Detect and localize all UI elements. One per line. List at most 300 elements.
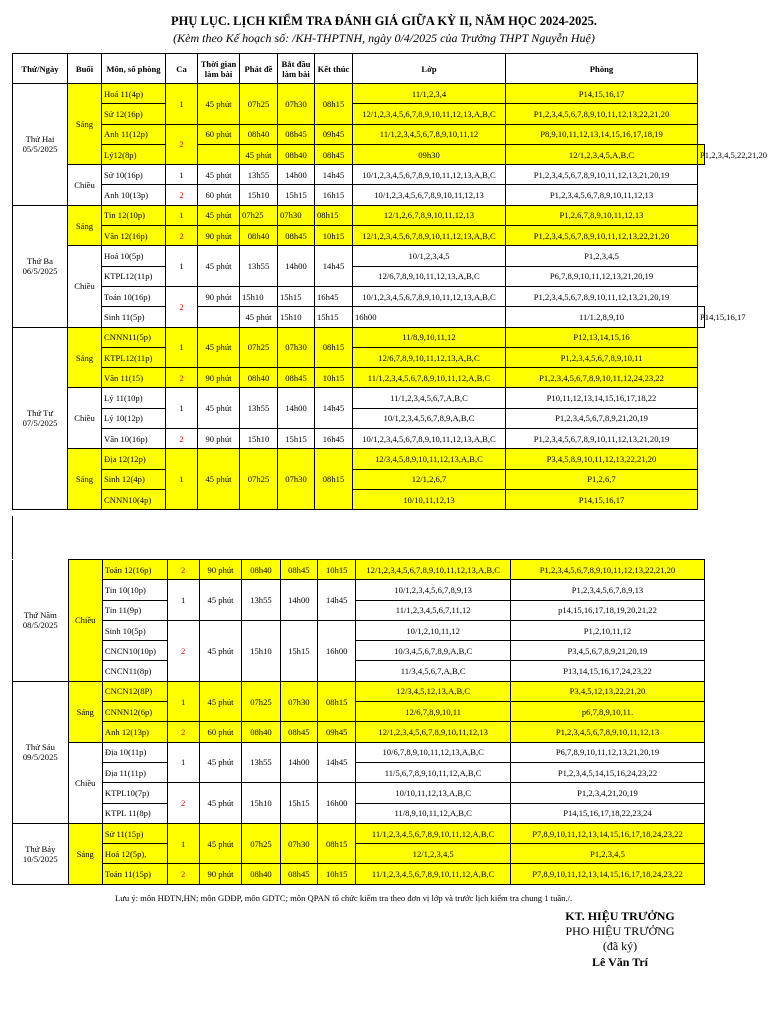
table-row [13,722,705,742]
rooms-cell: P1,2,3,4,5,6,7,8,9,10,11,12,13,21,20,19 [506,429,698,449]
table-row [13,124,705,144]
subject-cell: Sử 12(16p) [102,104,166,124]
classes-cell: 11/3,4,5,6,7,A,B,C [356,661,511,681]
subject-cell: Anh 11(12p) [102,124,166,144]
subject-cell: Sinh 11(5p) [102,307,166,327]
start-time-cell: 07h30 [280,681,317,722]
rooms-cell: P1,2,3,4,5,6,7,8,9,10,11,12,13 [510,722,704,742]
start-time-cell: 14h00 [278,388,315,429]
day-label: Thứ Sáu 09/5/2025 [22,742,58,763]
rooms-cell: p6,7,8,9,10,11. [510,702,704,722]
rooms-cell: P1,2,3,4,5,6,7,8,9,10,11,12,13,22,21,20 [506,226,698,246]
header-subject: Môn, số phòng [102,54,166,84]
rooms-cell: P8,9,10,11,12,13,14,15,16,17,18,19 [506,124,698,144]
classes-cell: 12/6,7,8,9,10,11,12,13,A,B,C [353,266,506,286]
end-time-cell: 16h45 [315,429,353,449]
table-row [13,84,705,104]
classes-cell: 10/1,2,3,4,5,6,7,8,9,10,11,12,13,A,B,C [353,165,506,185]
table-row [13,580,705,600]
schedule-table-part1 [12,53,768,510]
header-end: Kết thúc [315,54,353,84]
classes-cell: 11/1,2,3,4,5,6,7,8,9,10,11,12,A,B,C [356,823,511,843]
start-time-cell: 07h30 [278,84,315,125]
footnote: Lưu ý: môn HĐTN,HN; môn GDĐP, môn GDTC; môn QPAN tổ chức kiểm tra theo đơn vị lớp và trước lịch kiểm tra chung 1 tuần./. [115,893,573,903]
session-cell: Sáng [68,205,102,246]
duration-cell: 45 phút [240,307,278,327]
handout-time-cell: 07h25 [242,823,280,864]
document-title: PHỤ LỤC. LỊCH KIỂM TRA ĐÁNH GIÁ GIỮA KỲ II, NĂM HỌC 2024-2025. [170,14,598,28]
subject-cell: Địa 11(11p) [102,762,167,782]
subject-cell: Sinh 12(4p) [102,469,166,489]
session-cell: Chiều [68,560,102,682]
day-label: Thứ Bảy 10/5/2025 [22,843,58,864]
rooms-cell: P6,7,8,9,10,11,12,13,21,20,19 [510,742,704,762]
handout-time-cell: 15h10 [240,286,278,306]
handout-time-cell: 07h25 [240,449,278,510]
rooms-cell: P1,2,3,4,5,6,7,8,9,10,11,12,13,22,21,20 [510,560,704,580]
subject-cell: Lý 11(10p) [102,388,166,408]
day-label: Thứ Hai 05/5/2025 [22,134,58,155]
end-time-cell: 10h15 [315,368,353,388]
classes-cell: 10/10,11,12,13,A,B,C [356,783,511,803]
subject-cell: CNCN11(8p) [102,661,167,681]
classes-cell: 11/1,2,3,4,5,6,7,8,9,10,11,12,A,B,C [356,864,511,884]
rooms-cell: P12,13,14,15,16 [506,327,698,347]
duration-cell: 90 phút [199,560,241,580]
end-time-cell: 10h15 [315,226,353,246]
table-row [13,327,705,347]
start-time-cell: 15h15 [278,429,315,449]
day-cell [13,327,68,510]
subject-cell: Hoá 10(5p) [102,246,166,266]
rooms-cell: P1,2,3,4,5,6,7,8,9,10,11 [506,347,698,367]
end-time-cell: 14h45 [318,580,356,621]
session-cell: Sáng [68,449,102,510]
duration-cell: 90 phút [198,429,240,449]
header-duration: Thời gian làm bài [198,54,240,84]
rooms-cell: P1,2,3,4,5,6,7,8,9,10,11,12,13,21,20,19 [506,165,698,185]
classes-cell: 12/3,4,5,8,9,10,11,12,13,A,B,C [353,449,506,469]
start-time-cell: 15h15 [315,307,353,327]
rooms-cell: P6,7,8,9,10,11,12,13,21,20,19 [506,266,698,286]
shift-cell: 2 [166,429,198,449]
subject-cell: Toán 12(16p) [102,560,167,580]
start-time-cell: 08h45 [280,722,317,742]
table-row [13,489,705,509]
classes-cell: 12/1,2,3,4,5,6,7,8,9,10,11,12,13,A,B,C [353,226,506,246]
subject-cell: Tin 11(9p) [102,600,167,620]
classes-cell: 10/1,2,3,4,5,6,7,8,9,13 [356,580,511,600]
classes-cell: 10/1,2,10,11,12 [356,620,511,640]
shift-cell: 2 [166,185,198,205]
shift-cell: 1 [167,742,199,783]
rooms-cell: P1,2,3,4,5 [506,246,698,266]
subject-cell: Sử 11(15p) [102,823,167,843]
shift-cell: 1 [166,205,198,225]
end-time-cell: 09h45 [318,722,356,742]
classes-cell: 11/5,6,7,8,9,10,11,12,A,B,C [356,762,511,782]
subject-cell: Hoá 12(5p), [102,844,167,864]
table-row [13,702,705,722]
subject-cell: Sinh 10(5p) [102,620,167,640]
header-session: Buổi [68,54,102,84]
classes-cell: 10/1,2,3,4,5,6,7,8,9,10,11,12,13 [353,185,506,205]
schedule-body-part2 [13,560,705,885]
day-cell [13,84,68,206]
handout-time-cell: 08h40 [240,124,278,144]
classes-cell: 10/6,7,8,9,10,11,12,13,A,B,C [356,742,511,762]
shift-cell: 1 [166,388,198,429]
shift-cell: 1 [167,823,199,864]
shift-cell: 2 [167,783,199,824]
header-day: Thứ/Ngày [13,54,68,84]
classes-cell: 10/1,2,3,4,5,6,7,8,9,10,11,12,13,A,B,C [353,429,506,449]
start-time-cell: 07h30 [278,205,315,225]
table-row [13,600,705,620]
handout-time-cell: 13h55 [242,742,280,783]
subject-cell: CNCN12(8P) [102,681,167,701]
subject-cell: CNNN12(6p) [102,702,167,722]
header-classes: Lớp [353,54,506,84]
table-row [13,144,705,164]
table-row [13,762,705,782]
signature-signed: (đã ký) [602,939,638,953]
table-row [13,347,705,367]
duration-cell: 45 phút [199,681,241,722]
session-cell: Sáng [68,681,102,742]
table-row [13,388,705,408]
handout-time-cell: 13h55 [240,165,278,185]
table-row [13,661,705,681]
classes-cell: 12/1,2,3,4,5,6,7,8,9,10,11,12,13 [356,722,511,742]
start-time-cell: 08h45 [278,124,315,144]
header-shift: Ca [166,54,198,84]
start-time-cell: 15h15 [280,783,317,824]
duration-cell: 45 phút [198,246,240,287]
table-row [13,469,705,489]
subject-cell: Văn 12(16p) [102,226,166,246]
duration-cell: 45 phút [198,449,240,510]
table-row [13,844,705,864]
classes-cell: 10/1,2,3,4,5,6,7,8,9,A,B,C [353,408,506,428]
rooms-cell: P3,4,5,8,9,10,11,12,13,22,21,20 [506,449,698,469]
classes-cell: 11/1,2,3,4,5,6,7,11,12 [356,600,511,620]
end-time-cell: 14h45 [315,388,353,429]
rooms-cell: P1,2,6,7,8,9,10,11,12,13 [506,205,698,225]
session-cell: Sáng [68,327,102,388]
table-row [13,823,705,843]
session-cell: Chiều [68,742,102,823]
shift-cell [198,307,240,327]
table-row [13,165,705,185]
duration-cell: 90 phút [198,226,240,246]
handout-time-cell: 13h55 [240,388,278,429]
table-row [13,266,705,286]
signature-title: KT. HIỆU TRƯỞNG [565,909,675,923]
day-cell [13,560,69,682]
end-time-cell: 16h00 [318,783,356,824]
shift-cell: 2 [166,368,198,388]
header-row [13,54,705,84]
start-time-cell: 08h45 [278,368,315,388]
start-time-cell: 07h30 [278,449,315,510]
duration-cell: 45 phút [199,783,241,824]
duration-cell: 45 phút [198,205,240,225]
table-row [13,368,705,388]
handout-time-cell: 13h55 [240,246,278,287]
table-row [13,783,705,803]
rooms-cell: P14,15,16,17 [506,84,698,104]
subject-cell: Toán 11(15p) [102,864,167,884]
day-label: Thứ Ba 06/5/2025 [22,256,58,277]
schedule-body-part1 [13,84,768,510]
end-time-cell: 16h15 [315,185,353,205]
rooms-cell: P1,2,3,4,5 [510,844,704,864]
rooms-cell: P1,2,3,4,5,14,15,16,24,23,22 [510,762,704,782]
end-time-cell: 16h45 [315,286,353,306]
duration-cell: 45 phút [240,144,278,164]
signature-name: Lê Văn Trí [591,955,648,969]
subject-cell: Sử 10(16p) [102,165,166,185]
shift-cell: 2 [167,560,199,580]
table-row [13,429,705,449]
rooms-cell: P1,2,3,4,5,22,21,20 [698,144,705,164]
table-row [13,681,705,701]
start-time-cell: 14h00 [280,742,317,783]
handout-time-cell: 08h40 [240,368,278,388]
table-row [13,449,705,469]
end-time-cell: 08h15 [315,205,353,225]
subject-cell: Địa 10(11p) [102,742,167,762]
rooms-cell: P1,2,3,4,5,6,7,8,9,10,11,12,13 [506,185,698,205]
classes-cell: 11/1,2,3,4 [353,84,506,104]
subject-cell: KTPL12(11p) [102,347,166,367]
handout-time-cell: 08h40 [240,226,278,246]
session-cell: Chiều [68,388,102,449]
handout-time-cell: 15h10 [240,429,278,449]
subject-cell: Anh 10(13p) [102,185,166,205]
table-row [13,104,705,124]
duration-cell: 90 phút [199,864,241,884]
handout-time-cell: 15h10 [278,307,315,327]
handout-time-cell: 07h25 [240,84,278,125]
classes-cell: 12/6,7,8,9,10,11 [356,702,511,722]
rooms-cell: P1,2,3,4,5,6,7,8,9,10,11,12,24,23,22 [506,368,698,388]
handout-time-cell: 07h25 [240,205,278,225]
end-time-cell: 16h00 [318,620,356,681]
subject-cell: CNNN11(5p) [102,327,166,347]
handout-time-cell: 08h40 [242,722,280,742]
shift-cell: 2 [166,124,198,165]
subject-cell: Địa 12(12p) [102,449,166,469]
classes-cell: 11/1,2,3,4,5,6,7,8,9,10,11,12 [353,124,506,144]
end-time-cell: 08h15 [315,84,353,125]
rooms-cell: P3,4,5,6,7,8,9,21,20,19 [510,641,704,661]
rooms-cell: P1,2,3,4,5,6,7,8,9,10,11,12,13,22,21,20 [506,104,698,124]
table-row [13,620,705,640]
schedule-table-part2 [12,559,705,885]
classes-cell: 11/8,9,10,11,12 [353,327,506,347]
table-row [13,641,705,661]
start-time-cell: 14h00 [278,246,315,287]
end-time-cell: 14h45 [315,246,353,287]
end-time-cell: 08h15 [315,449,353,510]
header-start: Bắt đầu làm bài [278,54,315,84]
duration-cell: 45 phút [199,742,241,783]
rooms-cell: P7,8,9,10,11,12,13,14,15,16,17,18,24,23,22 [510,864,704,884]
rooms-cell: p14,15,16,17,18,19,20,21,22 [510,600,704,620]
start-time-cell: 07h30 [278,327,315,368]
rooms-cell: P1,2,3,4,21,20,19 [510,783,704,803]
rooms-cell: P14,15,16,17 [698,307,705,327]
duration-cell: 60 phút [199,722,241,742]
shift-cell: 1 [167,681,199,722]
session-cell: Chiều [68,165,102,206]
subject-cell: Lý12(8p) [102,144,166,164]
duration-cell: 90 phút [198,286,240,306]
subject-cell: Văn 11(15) [102,368,166,388]
subject-cell: Hoá 11(4p) [102,84,166,104]
table-row [13,560,705,580]
classes-cell: 12/1,2,6,7 [353,469,506,489]
shift-cell: 1 [166,246,198,287]
end-time-cell: 08h15 [318,681,356,722]
handout-time-cell: 15h10 [240,185,278,205]
subject-cell: KTPL10(7p) [102,783,167,803]
start-time-cell: 15h15 [280,620,317,681]
rooms-cell: P14,15,16,17 [506,489,698,509]
table-row [13,286,705,306]
duration-cell: 45 phút [199,580,241,621]
end-time-cell: 16h00 [353,307,506,327]
table-row [13,185,705,205]
subject-cell: Tin 10(10p) [102,580,167,600]
handout-time-cell: 08h40 [278,144,315,164]
end-time-cell: 09h30 [353,144,506,164]
classes-cell: 10/1,2,3,4,5,6,7,8,9,10,11,12,13,A,B,C [353,286,506,306]
start-time-cell: 14h00 [280,580,317,621]
table-row [13,205,705,225]
table-page-break-line [12,516,13,559]
rooms-cell: P3,4,5,12,13,22,21,20 [510,681,704,701]
session-cell: Chiều [68,246,102,327]
table-row [13,742,705,762]
header-handout: Phát đề [240,54,278,84]
start-time-cell: 08h45 [315,144,353,164]
duration-cell: 45 phút [199,823,241,864]
subject-cell: Tin 12(10p) [102,205,166,225]
rooms-cell: P14,15,16,17,18,22,23,24 [510,803,704,823]
shift-cell: 2 [167,864,199,884]
classes-cell: 12/1,2,3,4,5 [356,844,511,864]
day-cell [13,205,68,327]
table-row [13,803,705,823]
subject-cell: CNNN10(4p) [102,489,166,509]
classes-cell: 11/1,2,3,4,5,6,7,A,B,C [353,388,506,408]
rooms-cell: P1,2,10,11,12 [510,620,704,640]
rooms-cell: P1,2,6,7 [506,469,698,489]
classes-cell: 12/6,7,8,9,10,11,12,13,A,B,C [353,347,506,367]
duration-cell: 45 phút [199,620,241,681]
start-time-cell: 08h45 [278,226,315,246]
handout-time-cell: 15h10 [242,783,280,824]
shift-cell: 2 [167,722,199,742]
shift-cell: 2 [167,620,199,681]
rooms-cell: P1,2,3,4,5,6,7,8,9,10,11,12,13,21,20,19 [506,286,698,306]
rooms-cell: P13,14,15,16,17,24,23,22 [510,661,704,681]
subject-cell: Lý 10(12p) [102,408,166,428]
day-cell [13,681,69,823]
shift-cell: 2 [166,286,198,327]
subject-cell: Toán 10(16p) [102,286,166,306]
session-cell: Sáng [68,823,102,884]
start-time-cell: 07h30 [280,823,317,864]
handout-time-cell: 08h40 [242,560,280,580]
handout-time-cell: 07h25 [242,681,280,722]
shift-cell: 1 [166,165,198,185]
duration-cell: 45 phút [198,327,240,368]
subject-cell: Anh 12(13p) [102,722,167,742]
classes-cell: 12/1,2,3,4,5,6,7,8,9,10,11,12,13,A,B,C [356,560,511,580]
shift-cell [198,144,240,164]
duration-cell: 90 phút [198,368,240,388]
duration-cell: 45 phút [198,165,240,185]
classes-cell: 12/1,2,3,4,5,A,B,C [506,144,698,164]
start-time-cell: 08h45 [280,560,317,580]
table-row [13,307,705,327]
rooms-cell: P7,8,9,10,11,12,13,14,15,16,17,18,24,23,22 [510,823,704,843]
start-time-cell: 14h00 [278,165,315,185]
duration-cell: 45 phút [198,84,240,125]
end-time-cell: 10h15 [318,560,356,580]
end-time-cell: 08h15 [318,823,356,864]
subject-cell: KTPL 11(8p) [102,803,167,823]
classes-cell: 11/1,2,3,4,5,6,7,8,9,10,11,12,A,B,C [353,368,506,388]
signature-position: PHO HIỆU TRƯỞNG [565,924,675,938]
shift-cell: 2 [166,226,198,246]
end-time-cell: 14h45 [315,165,353,185]
duration-cell: 45 phút [198,388,240,429]
end-time-cell: 14h45 [318,742,356,783]
start-time-cell: 15h15 [278,286,315,306]
table-row [13,864,705,884]
end-time-cell: 09h45 [315,124,353,144]
subject-cell: CNCN10(10p) [102,641,167,661]
shift-cell: 1 [166,84,198,125]
subject-cell: Văn 10(16p) [102,429,166,449]
subject-cell: KTPL12(11p) [102,266,166,286]
handout-time-cell: 08h40 [242,864,280,884]
classes-cell: 10/3,4,5,6,7,8,9,A,B,C [356,641,511,661]
rooms-cell: P1,2,3,4,5,6,7,8,9,13 [510,580,704,600]
handout-time-cell: 15h10 [242,620,280,681]
table-row [13,226,705,246]
classes-cell: 10/1,2,3,4,5 [353,246,506,266]
classes-cell: 10/10,11,12,13 [353,489,506,509]
classes-cell: 11/1.2,8,9,10 [506,307,698,327]
handout-time-cell: 07h25 [240,327,278,368]
end-time-cell: 08h15 [315,327,353,368]
day-label: Thứ Tư 07/5/2025 [22,408,58,429]
rooms-cell: P1,2,3,4,5,6,7,8,9,21,20,19 [506,408,698,428]
shift-cell: 1 [166,449,198,510]
start-time-cell: 08h45 [280,864,317,884]
duration-cell: 60 phút [198,124,240,144]
classes-cell: 12/1,2,6,7,8,9,10,11,12,13 [353,205,506,225]
classes-cell: 11/8,9,10,11,12,A,B,C [356,803,511,823]
table-row [13,408,705,428]
rooms-cell: P10,11,12,13,14,15,16,17,18,22 [506,388,698,408]
